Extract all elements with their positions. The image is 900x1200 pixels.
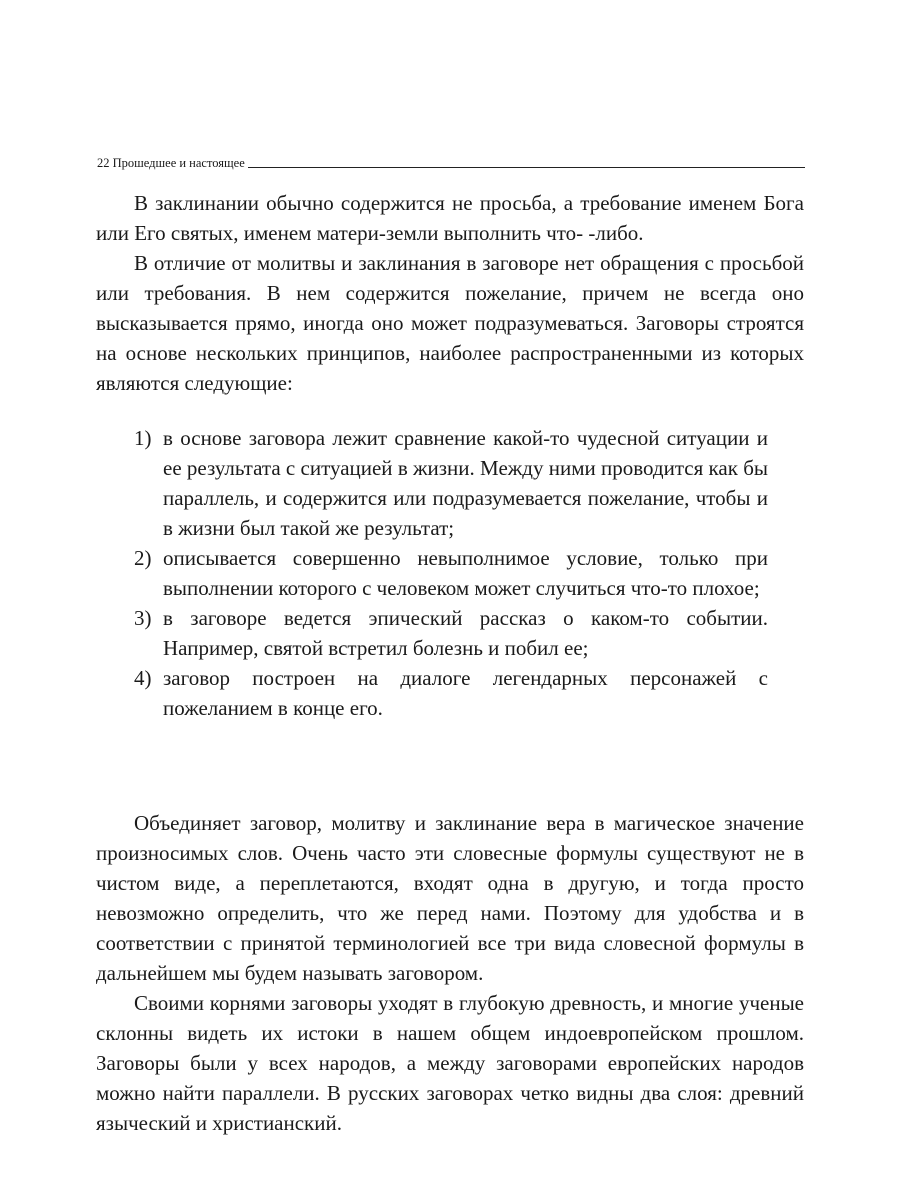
list-item (134, 543, 768, 603)
paragraph-charm-difference: В отличие от молитвы и заклинания в заговоре нет обращения с просьбой или требования. В нем содержится пожелание, причем не всегда оно высказывается прямо, иногда оно может подразумеваться. Заговоры строятся на основе нескольких принципов, наиболее распространенными из которых являются следующие: (96, 251, 804, 395)
list-item (134, 423, 768, 543)
list-item-number: 1) (134, 426, 152, 450)
running-header (97, 150, 805, 170)
paragraph-unifying-belief: Объединяет заговор, молитву и заклинание вера в магическое значение произносимых слов. Очень часто эти словесные формулы существуют не в чистом виде, а переплетаются, входят одна в другую, и тогда просто невозможно определить, что же перед нами. Поэтому для удобства и в соответствии с принятой терминологией все три вида словесной формулы в дальнейшем мы будем называть заговором. (96, 811, 804, 985)
list-item-number: 4) (134, 666, 152, 690)
list-item-text: заговор построен на диалоге легендарных персонажей с пожеланием в конце его. (163, 666, 768, 720)
list-item-number: 3) (134, 606, 152, 630)
list-item-text: в основе заговора лежит сравнение какой-то чудесной ситуации и ее результата с ситуацией в жизни. Между ними проводится как бы параллель, и содержится или подразумевается пожелание, чтобы и в жизни был такой же результат; (163, 426, 768, 540)
principles-list (134, 423, 768, 723)
page-number: 22 (97, 156, 110, 170)
paragraph-incantation: В заклинании обычно содержится не просьба, а требование именем Бога или Его святых, именем матери-земли выполнить что- -либо. (96, 191, 804, 245)
list-item (134, 663, 768, 723)
list-item (134, 603, 768, 663)
list-item-text: описывается совершенно невыполнимое условие, только при выполнении которого с человеком может случиться что-то плохое; (163, 546, 768, 600)
list-item-number: 2) (134, 546, 152, 570)
list-item-text: в заговоре ведется эпический рассказ о каком-то событии. Например, святой встретил болезнь и побил ее; (163, 606, 768, 660)
paragraph-ancient-roots: Своими корнями заговоры уходят в глубокую древность, и многие ученые склонны видеть их истоки в нашем общем индоевропейском прошлом. Заговоры были у всех народов, а между заговорами европейских народов можно найти параллели. В русских заговорах четко видны два слоя: древний языческий и христианский. (96, 991, 804, 1135)
header-rule (248, 167, 805, 168)
running-title: Прошедшее и настоящее (112, 156, 245, 170)
